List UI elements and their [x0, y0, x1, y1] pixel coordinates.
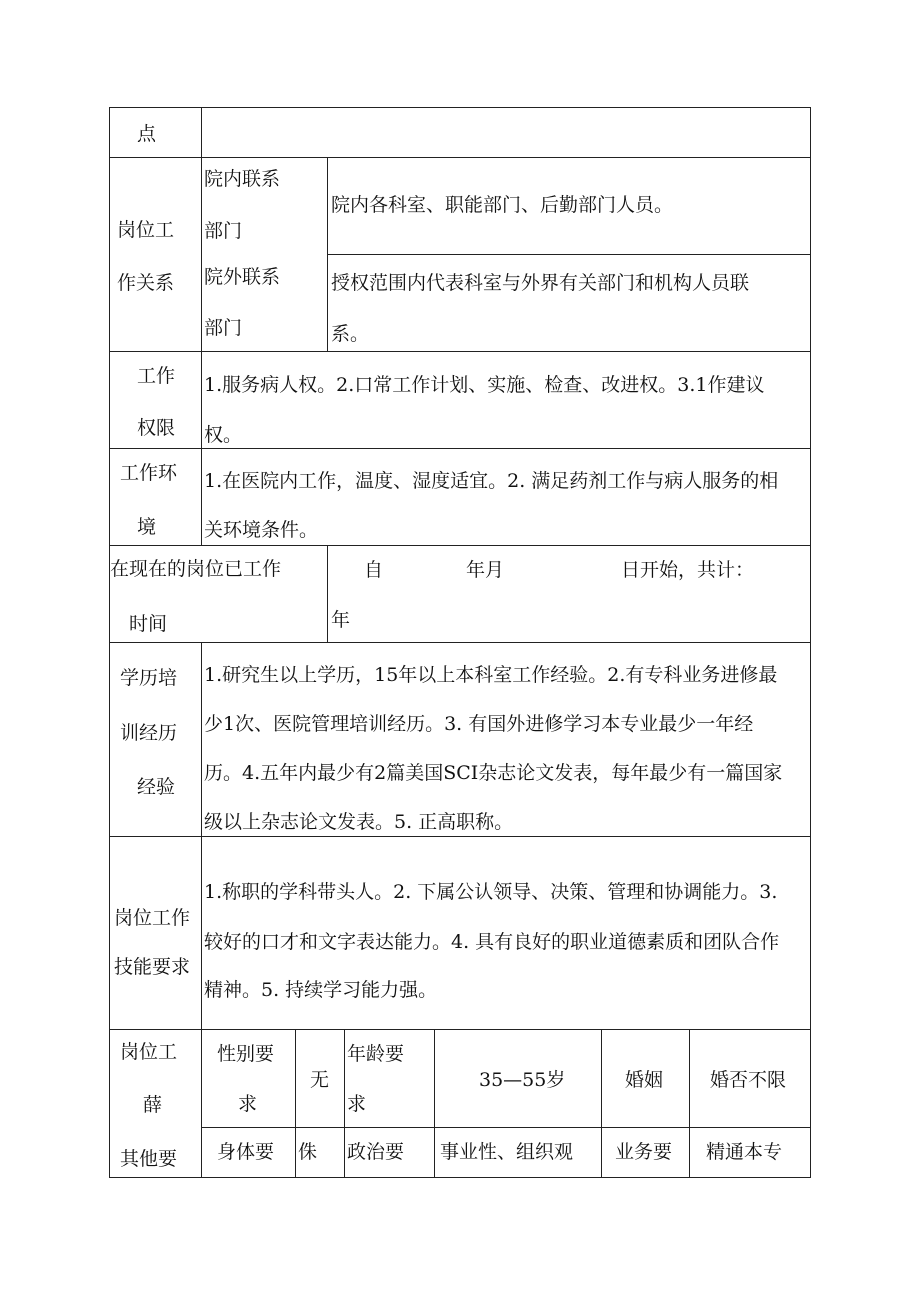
education-line: 少1次、医院管理培训经历。3. 有国外进修学习本专业最少一年经 — [204, 713, 754, 735]
age-value: 35—55岁 — [479, 1069, 566, 1091]
external-contact-label-line1: 院外联系 — [204, 266, 281, 288]
marriage-label: 婚姻 — [625, 1069, 664, 1091]
authority-value-line2: 权。 — [204, 424, 243, 446]
rule-right — [810, 107, 811, 1178]
environment-label-line2: 境 — [137, 516, 157, 538]
rule — [327, 157, 328, 351]
authority-label-line1: 工作 — [137, 365, 176, 387]
age-label-line1: 年龄要 — [347, 1043, 405, 1065]
tenure-year-month: 年月 — [466, 559, 505, 581]
tenure-label-line1: 在现在的岗位已工作 — [110, 558, 282, 580]
skills-label-line1: 岗位工作 — [114, 907, 191, 929]
external-contact-value-line2: 系。 — [331, 323, 370, 345]
rule — [327, 545, 328, 642]
rule — [201, 642, 202, 1178]
tenure-day-total: 日开始，共计： — [621, 559, 755, 581]
rule — [201, 107, 202, 545]
other-label-line3: 其他要 — [120, 1148, 178, 1170]
environment-value-line2: 关环境条件。 — [204, 519, 319, 541]
tenure-label-line2: 时间 — [129, 613, 168, 635]
rule — [327, 254, 811, 255]
environment-label-line1: 工作环 — [120, 462, 178, 484]
authority-label-line2: 权限 — [137, 417, 176, 439]
skills-line: 1.称职的学科带头人。2. 下属公认领导、决策、管理和协调能力。3. — [204, 881, 778, 903]
rule — [109, 351, 811, 352]
tenure-year: 年 — [331, 609, 351, 631]
education-label-line1: 学历培 — [120, 667, 178, 689]
other-label-line1: 岗位工 — [120, 1041, 178, 1063]
business-label: 业务要 — [615, 1141, 673, 1163]
marriage-value: 婚否不限 — [710, 1069, 787, 1091]
relations-label-line1: 岗位工 — [117, 219, 175, 241]
rule — [109, 157, 811, 158]
business-value: 精通本专 — [706, 1141, 783, 1163]
relations-label-line2: 作关系 — [117, 272, 175, 294]
rule-top — [109, 107, 811, 108]
rule — [109, 642, 811, 643]
rule — [109, 836, 811, 837]
location-label: 点 — [137, 123, 157, 145]
skills-line: 较好的口才和文字表达能力。4. 具有良好的职业道德素质和团队合作 — [204, 931, 780, 953]
external-contact-label-line2: 部门 — [204, 317, 243, 339]
internal-contact-value: 院内各科室、职能部门、后勤部门人员。 — [331, 194, 674, 216]
gender-label-line1: 性别要 — [217, 1043, 275, 1065]
rule-bottom — [109, 1177, 811, 1178]
rule — [344, 1029, 345, 1178]
body-label: 身体要 — [217, 1141, 275, 1163]
rule — [109, 545, 811, 546]
politics-label: 政治要 — [347, 1141, 405, 1163]
age-label-line2: 求 — [347, 1093, 367, 1115]
education-line: 1.研究生以上学历，15年以上本科室工作经验。2.有专科业务进修最 — [204, 664, 778, 686]
rule — [601, 1029, 602, 1178]
rule — [109, 448, 811, 449]
education-label-line3: 经验 — [137, 776, 176, 798]
rule — [689, 1029, 690, 1178]
rule — [201, 1127, 811, 1128]
education-line: 级以上杂志论文发表。5. 正高职称。 — [204, 811, 514, 833]
external-contact-value-line1: 授权范围内代表科室与外界有关部门和机构人员联 — [331, 272, 750, 294]
internal-contact-label-line1: 院内联系 — [204, 168, 281, 190]
gender-label-line2: 求 — [238, 1093, 258, 1115]
authority-value-line1: 1.服务病人权。2.口常工作计划、实施、检查、改进权。3.1作建议 — [204, 374, 765, 396]
politics-value: 事业性、组织观 — [440, 1141, 574, 1163]
gender-value: 无 — [310, 1069, 330, 1091]
education-line: 历。4.五年内最少有2篇美国SCI杂志论文发表，每年最少有一篇国家 — [204, 762, 783, 784]
rule-left — [109, 107, 110, 1178]
internal-contact-label-line2: 部门 — [204, 220, 243, 242]
education-label-line2: 训经历 — [120, 722, 178, 744]
body-value: 侏 — [298, 1141, 318, 1163]
tenure-from: 自 — [364, 559, 384, 581]
skills-label-line2: 技能要求 — [114, 956, 191, 978]
rule — [109, 1029, 811, 1030]
rule — [295, 1029, 296, 1178]
environment-value-line1: 1.在医院内工作，温度、湿度适宜。2. 满足药剂工作与病人服务的相 — [204, 470, 779, 492]
other-label-line2: 薛 — [143, 1094, 163, 1116]
rule — [434, 1029, 435, 1178]
skills-line: 精神。5. 持续学习能力强。 — [204, 979, 438, 1001]
